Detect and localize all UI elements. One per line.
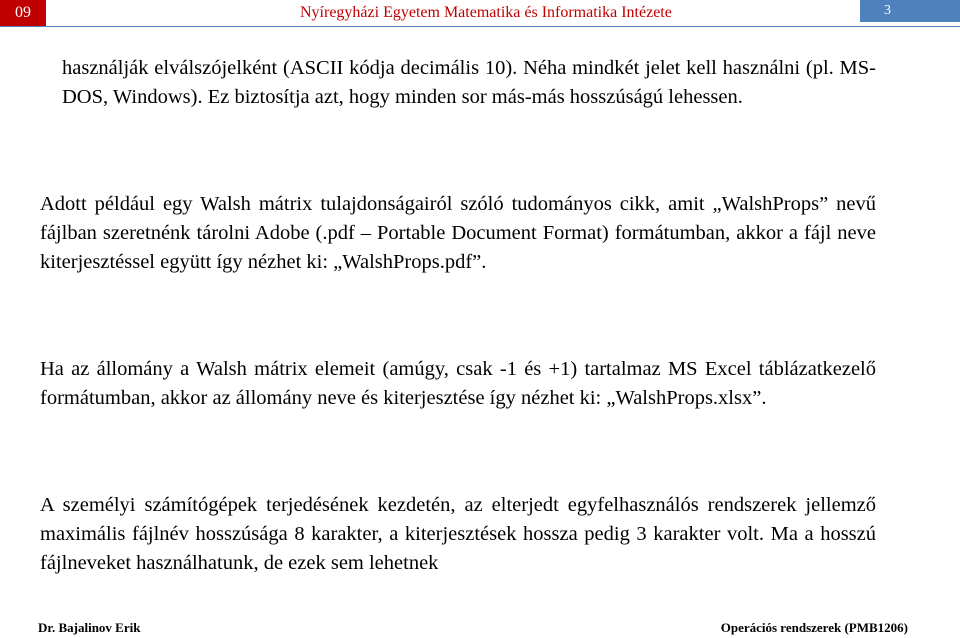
header-divider [0, 26, 960, 27]
paragraph-4: A személyi számítógépek terjedésének kezdetén, az elterjedt egyfelhasználós rendszerek jellemző maximális fájlnév hosszúsága 8 karakter, a kiterjesztések hossza pedig 3 karakter volt. Ma a hosszú fájlneveket használhatunk, de ezek sem lehetnek [40, 494, 876, 574]
paragraph-3: Ha az állomány a Walsh mátrix elemeit (amúgy, csak -1 és +1) tartalmaz MS Excel táblázatkezelő formátumban, akkor az állomány neve és kiterjesztése így nézhet ki: „WalshProps.xlsx”. [40, 358, 876, 409]
page-number-badge: 3 [860, 0, 960, 22]
paragraph-2: Adott például egy Walsh mátrix tulajdonságairól szóló tudományos cikk, amit „WalshProps” nevű fájlban szeretnénk tárolni Adobe (.pdf – Portable Document Format) formátumban, akkor a fájl neve kiterjesztéssel együtt így nézhet ki: „WalshProps.pdf”. [40, 193, 876, 273]
footer-course: Operációs rendszerek (PMB1206) [720, 620, 908, 635]
paragraph-1: használják elválszójelként (ASCII kódja decimális 10). Néha mindkét jelet kell használni (pl. MS-DOS, Windows). Ez biztosítja azt, hogy minden sor más-más hosszúságú lehessen. [62, 57, 876, 108]
chapter-number-badge: 09 [0, 0, 46, 26]
footer-author: Dr. Bajalinov Erik [38, 620, 141, 635]
page-header [0, 0, 960, 26]
header-title: Nyíregyházi Egyetem Matematika és Informatika Intézete [300, 4, 672, 21]
